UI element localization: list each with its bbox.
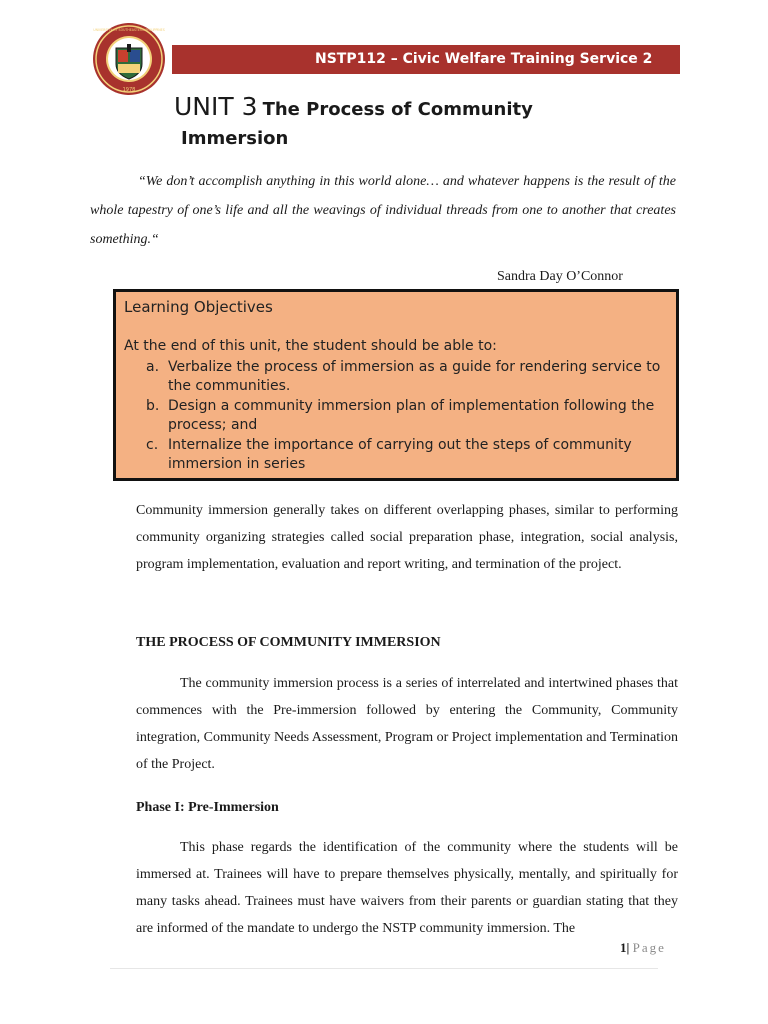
objectives-list [146,358,666,475]
objective-letter: b. [146,398,160,414]
learning-objectives-box [113,289,679,481]
process-paragraph [136,670,678,778]
page-separator: | [626,940,630,955]
unit-title-part2: Immersion [181,128,289,149]
objective-text: Internalize the importance of carrying out the steps of community immersion in series [168,437,632,472]
objective-text: Design a community immersion plan of implementation following the process; and [168,398,655,433]
objectives-intro: At the end of this unit, the student should be able to: [124,338,497,354]
epigraph-quote [90,167,676,254]
quote-text: “We don’t accomplish anything in this world alone… and whatever happens is the result of the whole tapestry of one’s life and all the weavings of individual threads from one to another that creates something.“ [90,174,676,247]
objective-text: Verbalize the process of immersion as a guide for rendering service to the communities. [168,359,661,394]
section-heading: THE PROCESS OF COMMUNITY IMMERSION [136,635,441,650]
page-number [620,940,666,956]
process-paragraph-text: The community immersion process is a series of interrelated and intertwined phases that commences with the Pre-immersion followed by entering the Community, Community integration, Community Needs Assessment, Program or Project implementation and Termination of the Project. [136,676,678,772]
objective-letter: c. [146,437,159,453]
footer-divider [110,968,658,969]
intro-paragraph: Community immersion generally takes on different overlapping phases, similar to performing community organizing strategies called social preparation phase, integration, social analysis, program implementation, evaluation and report writing, and termination of the project. [136,503,678,572]
unit-title-part1: The Process of Community [262,99,533,120]
course-title: NSTP112 – Civic Welfare Training Service 2 [315,51,653,67]
unit-title [174,92,533,121]
course-header-bar [172,45,680,74]
phase1-paragraph [136,834,678,942]
objective-item [146,436,666,474]
seal-ring-text: UNIVERSITY OF SOUTHEASTERN PHILIPPINES [93,28,165,32]
phase1-paragraph-text: This phase regards the identification of the community where the students will be immersed at. Trainees will have to prepare themselves physically, mentally, and spiritually for many tasks ahead. Trainees must have waivers from their parents or guardian stating that they are informed of the mandate to undergo the NSTP community immersion. The [136,840,678,936]
objectives-heading: Learning Objectives [124,298,273,316]
objective-item [146,358,666,396]
page-word: Page [632,940,666,955]
objective-item [146,397,666,435]
page-number-value: 1 [620,940,627,955]
seal-year: 1978 [122,87,136,93]
objective-letter: a. [146,359,160,375]
quote-author: Sandra Day O’Connor [497,269,623,284]
phase1-heading: Phase I: Pre-Immersion [136,800,279,815]
unit-label: UNIT 3 [174,92,258,121]
university-seal-icon [92,22,166,96]
